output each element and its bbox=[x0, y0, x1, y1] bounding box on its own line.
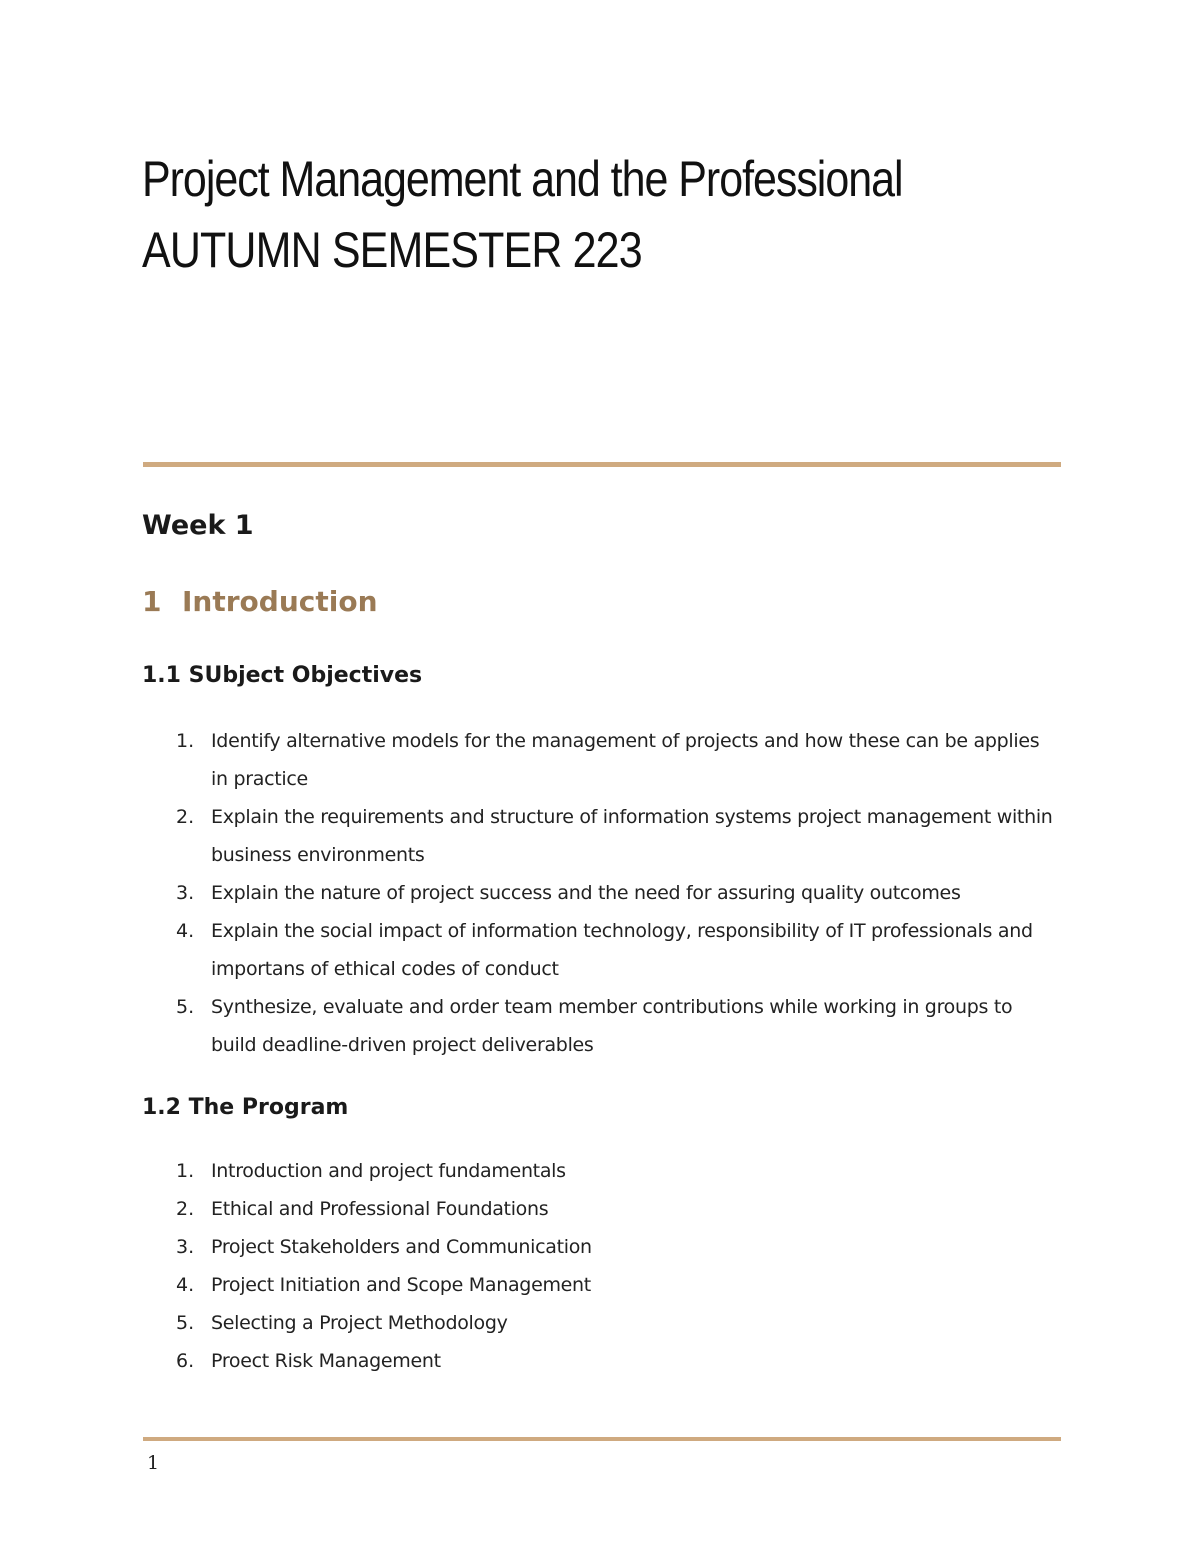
list-item bbox=[0, 798, 1061, 874]
list-item-text: Identify alternative models for the management of projects and how these can be applies in practice bbox=[211, 730, 1040, 790]
list-item-text: Proect Risk Management bbox=[211, 1350, 441, 1372]
section-title: Introduction bbox=[182, 585, 378, 618]
document-subtitle: AUTUMN SEMESTER 223 bbox=[142, 222, 642, 278]
list-item-text: Project Stakeholders and Communication bbox=[211, 1236, 592, 1258]
list-item bbox=[0, 1342, 1061, 1380]
objectives-heading: 1.1 SUbject Objectives bbox=[142, 663, 423, 688]
list-item bbox=[0, 722, 1061, 798]
list-item-text: Project Initiation and Scope Management bbox=[211, 1274, 591, 1296]
list-item bbox=[0, 912, 1061, 988]
list-item-number: 5. bbox=[176, 1312, 195, 1334]
list-item-text: Ethical and Professional Foundations bbox=[211, 1198, 549, 1220]
list-item-number: 6. bbox=[176, 1350, 195, 1372]
list-item-number: 3. bbox=[176, 882, 195, 904]
list-item bbox=[0, 1190, 1061, 1228]
list-item-text: Selecting a Project Methodology bbox=[211, 1312, 508, 1334]
list-item-number: 1. bbox=[176, 1160, 195, 1182]
list-item-number: 3. bbox=[176, 1236, 195, 1258]
page-number: 1 bbox=[147, 1452, 160, 1474]
list-item-number: 4. bbox=[176, 920, 195, 942]
list-item bbox=[0, 874, 1061, 912]
list-item-number: 1. bbox=[176, 730, 195, 752]
section-heading bbox=[142, 583, 378, 621]
list-item-text: Explain the social impact of information technology, responsibility of IT professionals and importans of ethical codes of conduct bbox=[211, 920, 1033, 980]
list-item-text: Introduction and project fundamentals bbox=[211, 1160, 566, 1182]
week-heading: Week 1 bbox=[142, 510, 254, 541]
document-title: Project Management and the Professional bbox=[142, 151, 903, 207]
list-item-text: Explain the requirements and structure of information systems project management within business environments bbox=[211, 806, 1053, 866]
list-item-number: 2. bbox=[176, 1198, 195, 1220]
list-item bbox=[0, 988, 1061, 1064]
list-item-text: Explain the nature of project success and the need for assuring quality outcomes bbox=[211, 882, 961, 904]
list-item bbox=[0, 1228, 1061, 1266]
list-item bbox=[0, 1304, 1061, 1342]
top-divider bbox=[143, 462, 1061, 467]
program-list bbox=[0, 1152, 1061, 1380]
list-item-number: 5. bbox=[176, 996, 195, 1018]
list-item-number: 2. bbox=[176, 806, 195, 828]
list-item bbox=[0, 1152, 1061, 1190]
section-number: 1 bbox=[142, 585, 162, 618]
list-item bbox=[0, 1266, 1061, 1304]
list-item-text: Synthesize, evaluate and order team member contributions while working in groups to build deadline-driven project deliverables bbox=[211, 996, 1013, 1056]
list-item-number: 4. bbox=[176, 1274, 195, 1296]
footer-divider bbox=[143, 1437, 1061, 1441]
program-heading: 1.2 The Program bbox=[142, 1095, 349, 1120]
objectives-list bbox=[0, 722, 1061, 1064]
